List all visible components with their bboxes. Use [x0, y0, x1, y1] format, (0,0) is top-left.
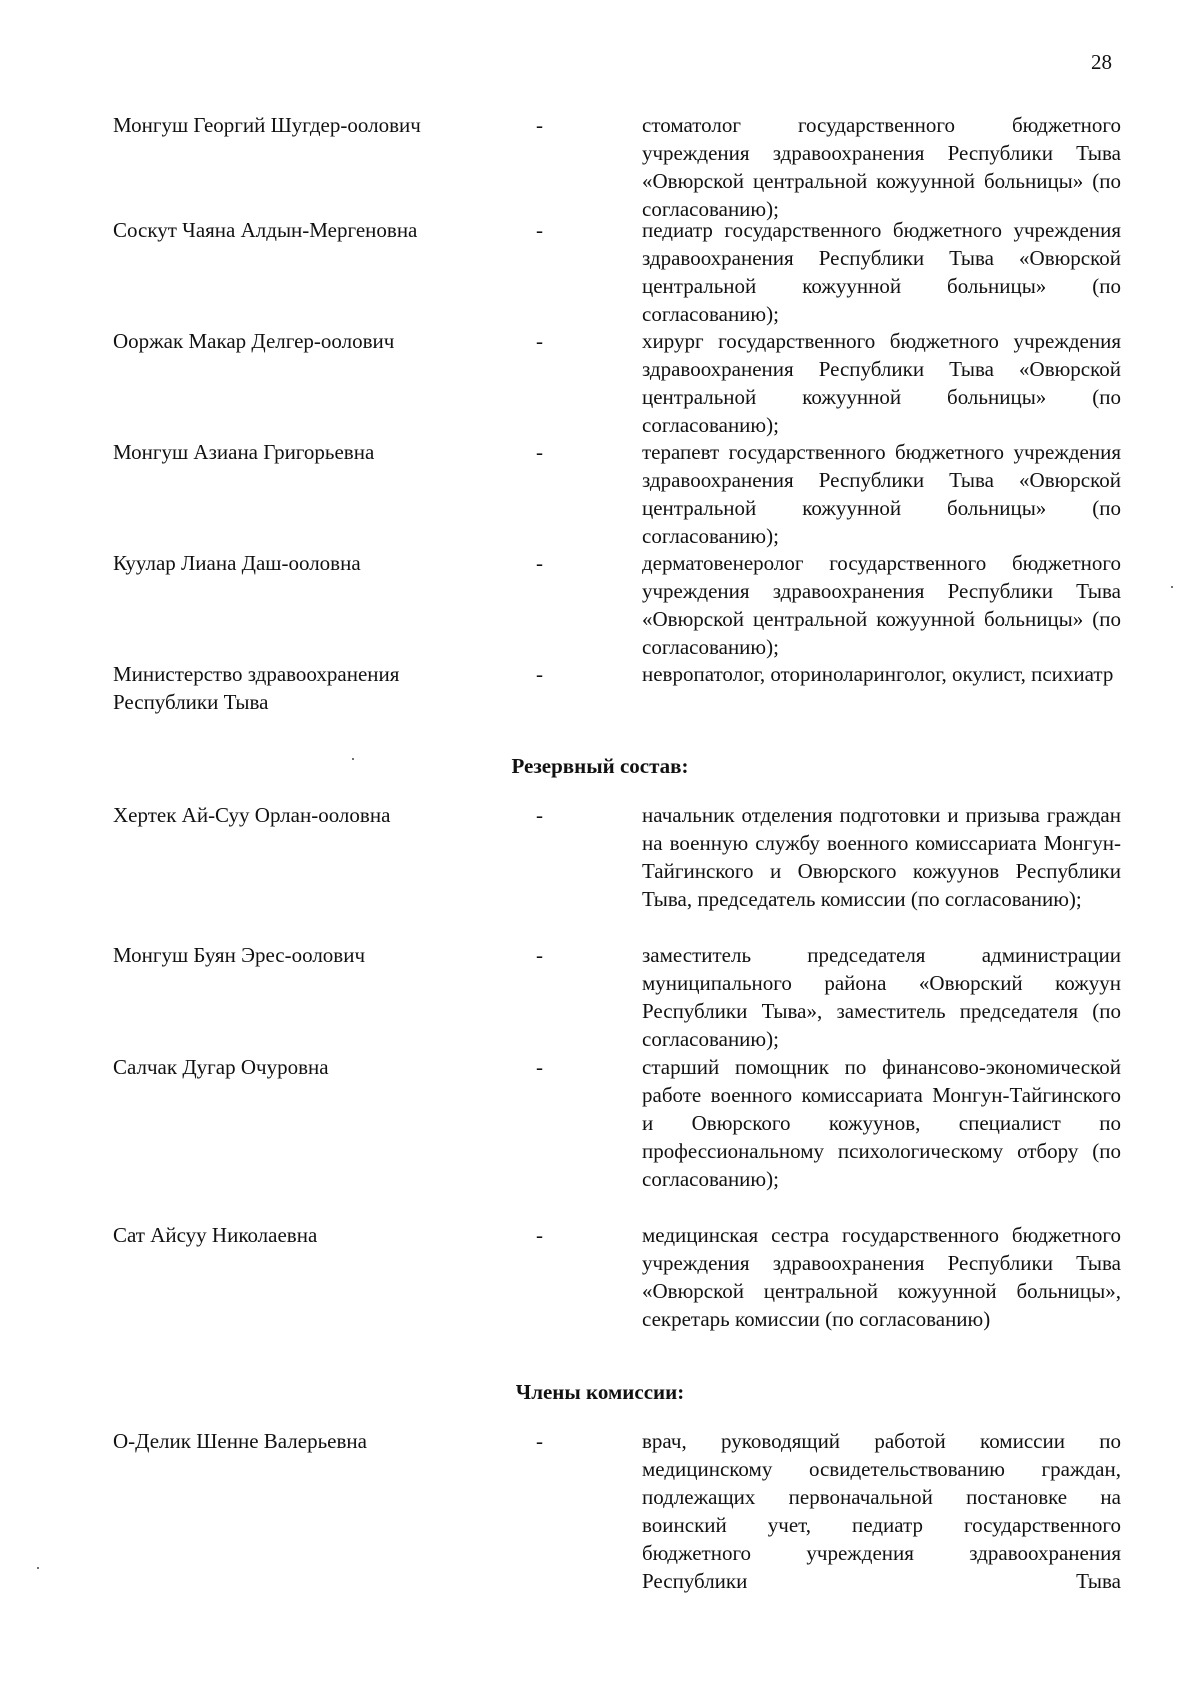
member-role: терапевт государственного бюджетного учреждения здравоохранения Республики Тыва «Овюрской центральной кожуунной больницы» (по согласованию);	[642, 440, 1121, 548]
dash-separator: -	[536, 218, 543, 242]
member-name: Соскут Чаяна Алдын-Мергеновна	[113, 218, 418, 242]
member-name: Салчак Дугар Очуровна	[113, 1055, 329, 1079]
member-name: Министерство здравоохранения Республики Тыва	[113, 662, 400, 714]
member-role: медицинская сестра государственного бюджетного учреждения здравоохранения Республики Тыва «Овюрской центральной кожуунной больницы», секретарь комиссии (по согласованию)	[642, 1223, 1121, 1331]
dash-separator: -	[536, 113, 543, 137]
members-heading: Члены комиссии:	[515, 1380, 685, 1404]
member-role: стоматолог государственного бюджетного учреждения здравоохранения Республики Тыва «Овюрской центральной кожуунной больницы» (по согласованию);	[642, 113, 1121, 221]
list-item	[113, 1221, 1121, 1361]
list-item	[113, 941, 1121, 1053]
member-role: врач, руководящий работой комиссии по медицинскому освидетельствованию граждан, подлежащих первоначальной постановке на воинский учет, педиатр государственного бюджетного учреждения здравоохранения Республики Тыва	[642, 1429, 1121, 1593]
scan-speck	[37, 1567, 39, 1569]
main-members-list	[113, 111, 1121, 716]
scan-speck	[1171, 586, 1173, 588]
dash-separator: -	[536, 329, 543, 353]
member-name: Хертек Ай-Суу Орлан-ооловна	[113, 803, 391, 827]
member-name: Монгуш Азиана Григорьевна	[113, 440, 375, 464]
member-role: педиатр государственного бюджетного учреждения здравоохранения Республики Тыва «Овюрской центральной кожуунной больницы» (по согласованию);	[642, 218, 1121, 326]
list-item	[113, 1427, 1121, 1595]
dash-separator: -	[536, 803, 543, 827]
list-item	[113, 111, 1121, 221]
member-name: Сат Айсуу Николаевна	[113, 1223, 318, 1247]
reserve-members-list	[113, 801, 1121, 1361]
member-name: О-Делик Шенне Валерьевна	[113, 1429, 367, 1453]
member-role: невропатолог, оториноларинголог, окулист, психиатр	[642, 662, 1114, 686]
list-item	[113, 801, 1121, 941]
dash-separator: -	[536, 551, 543, 575]
dash-separator: -	[536, 943, 543, 967]
dash-separator: -	[536, 440, 543, 464]
commission-members-list	[113, 1427, 1121, 1595]
scan-speck	[352, 758, 354, 760]
member-role: начальник отделения подготовки и призыва граждан на военную службу военного комиссариата Монгун-Тайгинского и Овюрского кожуунов Республики Тыва, председатель комиссии (по согласованию);	[642, 803, 1121, 911]
list-item	[113, 327, 1121, 438]
dash-separator: -	[536, 1055, 543, 1079]
member-role: старший помощник по финансово-экономической работе военного комиссариата Монгун-Тайгинского и Овюрского кожуунов, специалист по профессиональному психологическому отбору (по согласованию);	[642, 1055, 1121, 1191]
member-name: Монгуш Буян Эрес-оолович	[113, 943, 366, 967]
list-item	[113, 1053, 1121, 1221]
list-item	[113, 660, 1121, 716]
member-name: Ооржак Макар Делгер-оолович	[113, 329, 395, 353]
member-name: Куулар Лиана Даш-ооловна	[113, 551, 361, 575]
member-role: заместитель председателя администрации муниципального района «Овюрский кожуун Республики Тыва», заместитель председателя (по согласованию);	[642, 943, 1121, 1051]
page-number: 28	[1091, 50, 1112, 74]
member-role: хирург государственного бюджетного учреждения здравоохранения Республики Тыва «Овюрской центральной кожуунной больницы» (по согласованию);	[642, 329, 1121, 437]
dash-separator: -	[536, 1223, 543, 1247]
list-item	[113, 216, 1121, 327]
member-role: дерматовенеролог государственного бюджетного учреждения здравоохранения Республики Тыва «Овюрской центральной кожуунной больницы» (по согласованию);	[642, 551, 1121, 659]
dash-separator: -	[536, 1429, 543, 1453]
dash-separator: -	[536, 662, 543, 686]
list-item	[113, 438, 1121, 549]
list-item	[113, 549, 1121, 660]
member-name: Монгуш Георгий Шугдер-оолович	[113, 113, 421, 137]
reserve-heading: Резервный состав:	[511, 754, 689, 778]
